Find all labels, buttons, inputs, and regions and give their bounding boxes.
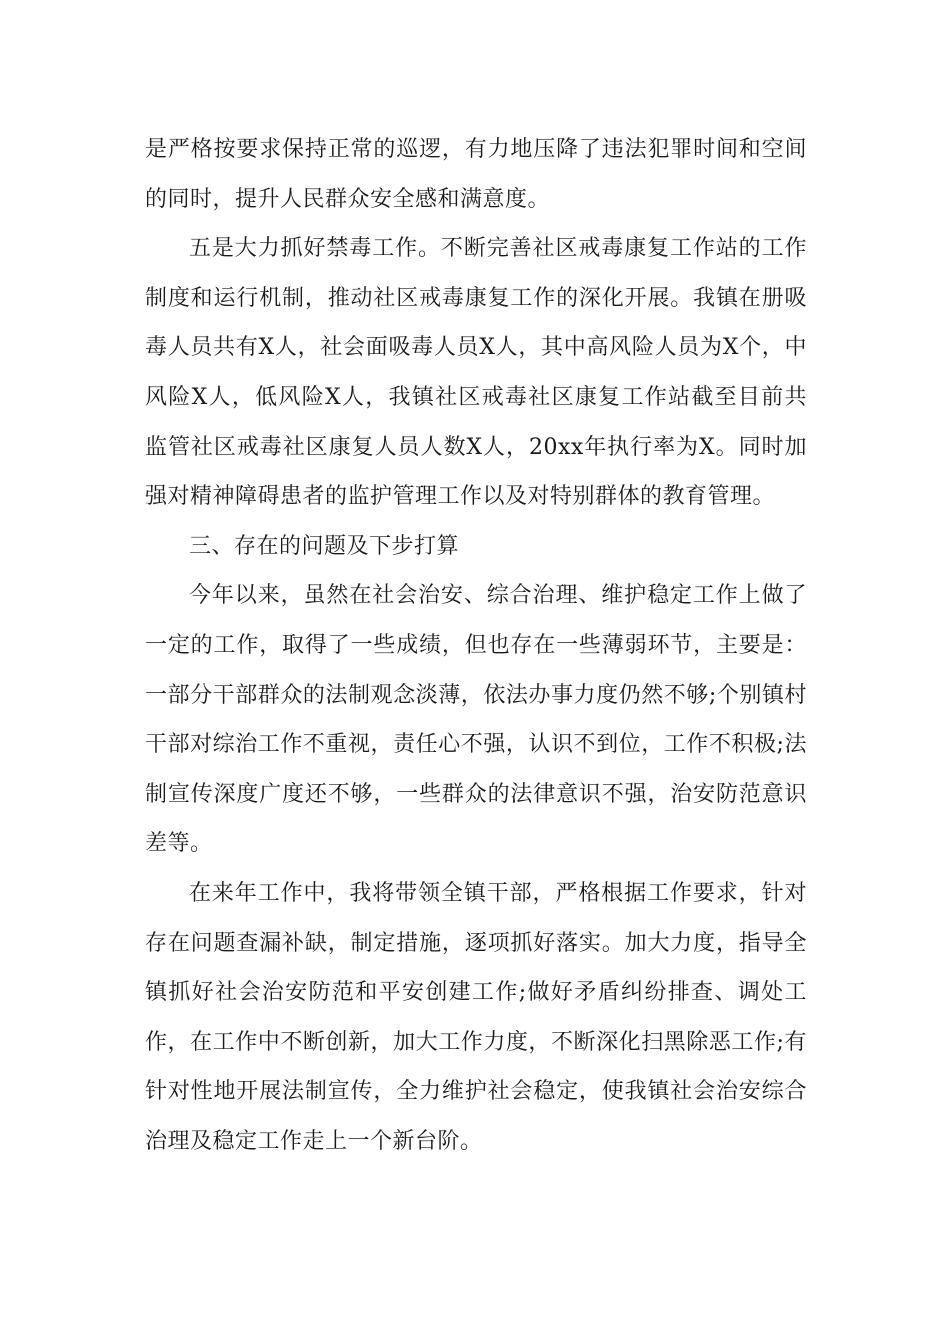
paragraph-problems: 今年以来，虽然在社会治安、综合治理、维护稳定工作上做了一定的工作，取得了一些成绩，但也存在一些薄弱环节，主要是：一部分干部群众的法制观念淡薄，依法办事力度仍然不够;个别镇村干部对综治工作不重视，责任心不强，认识不到位，工作不积极;法制宣传深度广度还不够，一些群众的法律意识不强，治安防范意识差等。 [145, 583, 807, 857]
section-heading-problems: 三、存在的问题及下步打算 [189, 533, 460, 559]
paragraph-continuation: 是严格按要求保持正常的巡逻，有力地压降了违法犯罪时间和空间的同时，提升人民群众安全感和满意度。 [145, 137, 807, 212]
paragraph-anti-drug-work: 五是大力抓好禁毒工作。不断完善社区戒毒康复工作站的工作制度和运行机制，推动社区戒毒康复工作的深化开展。我镇在册吸毒人员共有X人，社会面吸毒人员X人，其中高风险人员为X个，中风险X人，低风险X人，我镇社区戒毒社区康复工作站截至目前共监管社区戒毒社区康复人员人数X人，20xx年执行率为X。同时加强对精神障碍患者的监护管理工作以及对特别群体的教育管理。 [145, 236, 807, 510]
paragraph-next-year-plan: 在来年工作中，我将带领全镇干部，严格根据工作要求，针对存在问题查漏补缺，制定措施，逐项抓好落实。加大力度，指导全镇抓好社会治安防范和平安创建工作;做好矛盾纠纷排查、调处工作，在工作中不断创新，加大工作力度，不断深化扫黑除恶工作;有针对性地开展法制宣传，全力维护社会稳定，使我镇社会治安综合治理及稳定工作走上一个新台阶。 [145, 880, 807, 1154]
document-body [145, 125, 807, 1166]
